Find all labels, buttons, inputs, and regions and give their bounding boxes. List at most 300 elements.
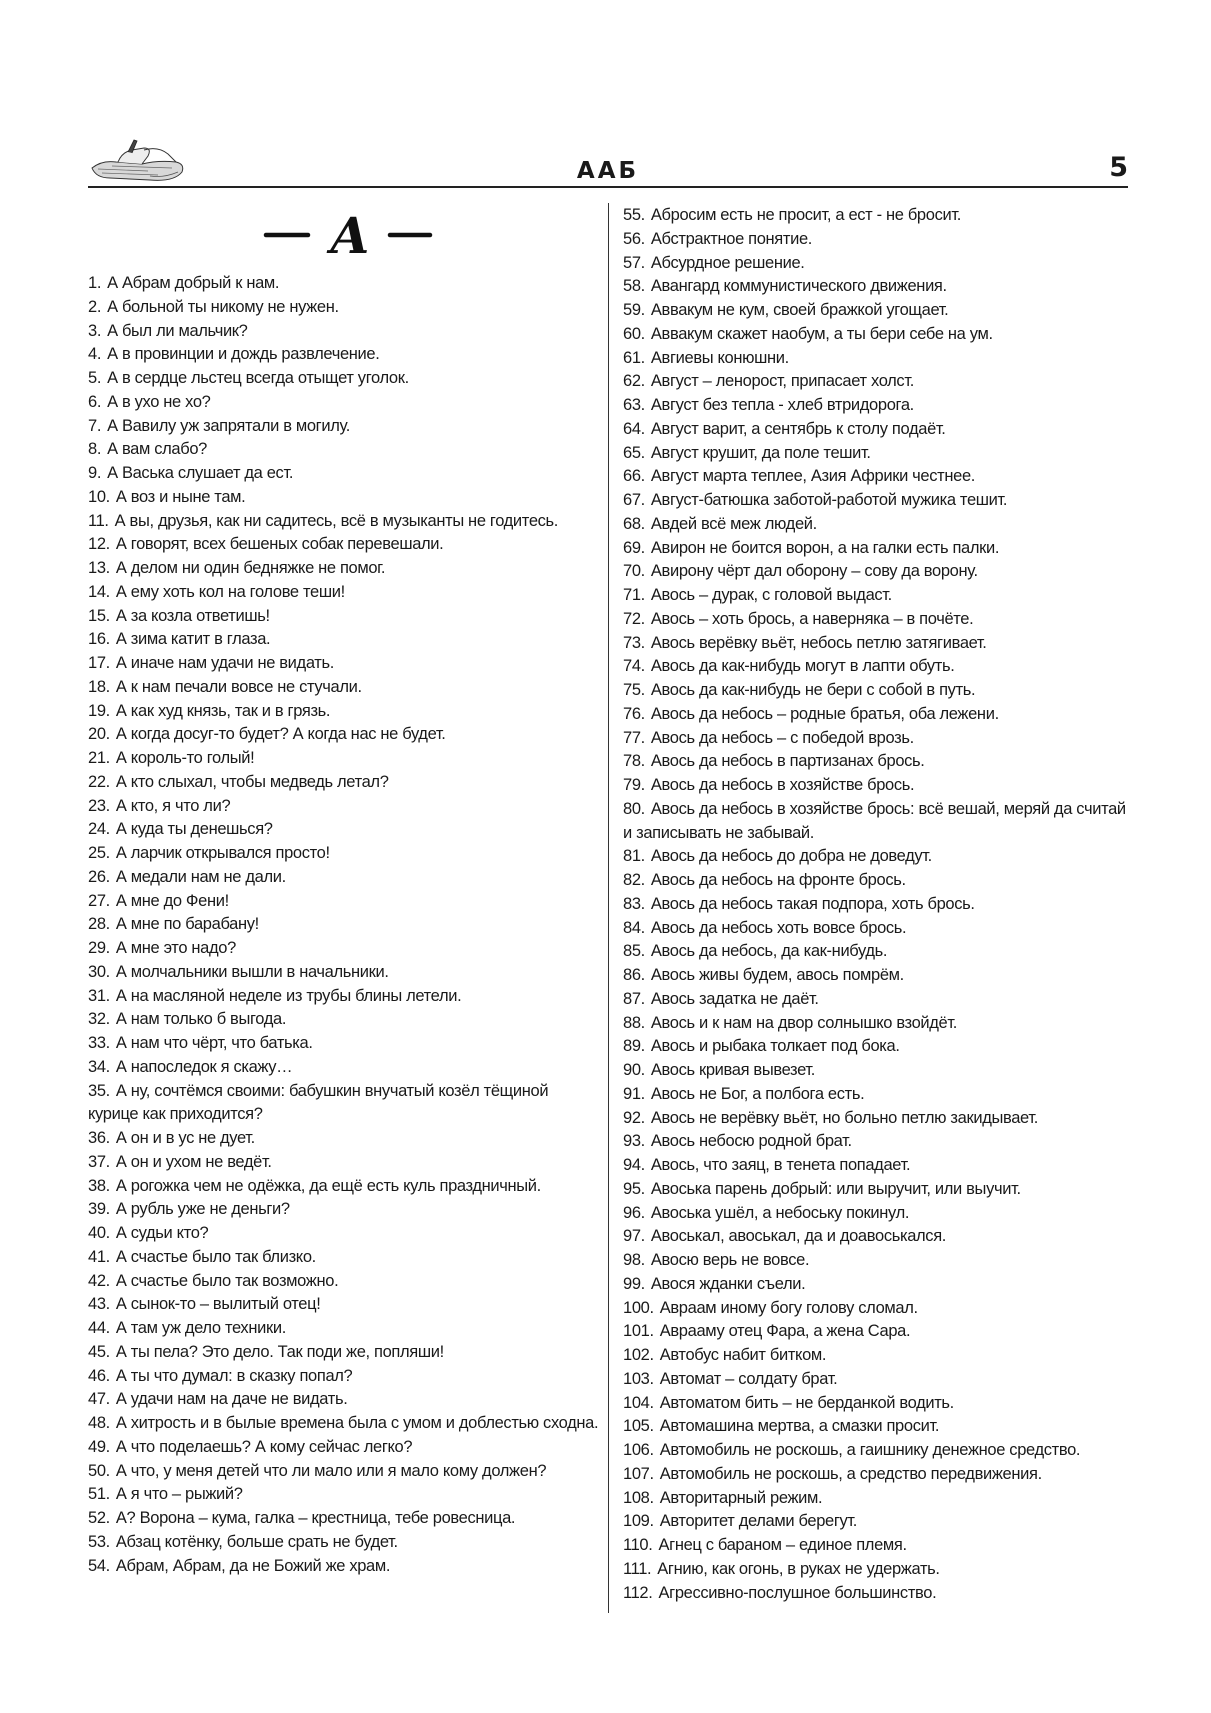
entry-number: 84. <box>623 918 645 937</box>
entry-text: А ты пела? Это дело. Так поди же, попляши! <box>115 1342 444 1361</box>
entry-number: 100. <box>623 1298 654 1317</box>
entry-text: А больной ты никому не нужен. <box>107 297 339 316</box>
list-item <box>623 1178 1133 1202</box>
entry-number: 94. <box>623 1156 645 1174</box>
list-item <box>623 1202 1133 1226</box>
list-item <box>88 1080 600 1128</box>
entry-text: Авдей всё меж людей. <box>650 514 817 533</box>
entries-right-column <box>623 204 1133 1605</box>
entry-text: Август марта теплее, Азия Африки честнее. <box>650 467 976 486</box>
entry-number: 25. <box>88 844 110 862</box>
entry-number: 5. <box>88 369 102 387</box>
list-item <box>623 1368 1133 1392</box>
list-item <box>88 1531 600 1555</box>
entry-text: Авоська парень добрый: или выручит, или выучит. <box>650 1179 1021 1198</box>
entries-left-column <box>88 272 600 1578</box>
list-item <box>623 442 1133 466</box>
list-item <box>623 1154 1133 1178</box>
list-item <box>623 1297 1133 1321</box>
list-item <box>623 1320 1133 1344</box>
entry-number: 21. <box>88 749 110 767</box>
list-item <box>623 750 1133 774</box>
list-item <box>623 513 1133 537</box>
entry-text: А он и в ус не дует. <box>115 1129 255 1147</box>
entry-text: А кто, я что ли? <box>115 796 231 815</box>
entry-number: 47. <box>88 1390 110 1409</box>
entry-text: А когда досуг-то будет? А когда нас не будет. <box>115 725 446 744</box>
page-header <box>88 138 1128 190</box>
entry-text: Авоськал, авоськал, да и доавоськался. <box>650 1227 947 1246</box>
entry-number: 49. <box>88 1437 110 1456</box>
entry-number: 15. <box>88 606 110 625</box>
list-item <box>88 1222 600 1246</box>
list-item <box>88 1127 600 1151</box>
entry-number: 45. <box>88 1342 110 1361</box>
list-item <box>623 584 1133 608</box>
entry-text: Авось да небось хоть вовсе брось. <box>650 918 907 937</box>
entry-number: 98. <box>623 1251 645 1269</box>
entry-number: 108. <box>623 1488 654 1507</box>
entry-text: А нам что чёрт, что батька. <box>115 1034 313 1052</box>
list-item <box>88 1388 600 1412</box>
entry-number: 22. <box>88 772 110 791</box>
entry-text: Авосю верь не вовсе. <box>650 1251 810 1269</box>
entry-number: 33. <box>88 1034 110 1052</box>
entry-number: 14. <box>88 582 110 601</box>
list-item <box>88 1198 600 1222</box>
entry-number: 1. <box>88 274 102 292</box>
entry-number: 7. <box>88 416 102 435</box>
entry-number: 73. <box>623 633 645 652</box>
list-item <box>623 370 1133 394</box>
entry-text: Абсурдное решение. <box>650 253 805 272</box>
entry-number: 58. <box>623 277 645 296</box>
entry-text: А рубль уже не деньги? <box>115 1200 290 1219</box>
entry-text: Аврааму отец Фара, а жена Сара. <box>659 1322 911 1341</box>
entry-number: 107. <box>623 1464 654 1483</box>
entry-text: Авось и к нам на двор солнышко взойдёт. <box>650 1013 957 1032</box>
entry-text: Август без тепла - хлеб втридорога. <box>650 396 914 414</box>
entry-text: Автомашина мертва, а смазки просит. <box>659 1417 940 1436</box>
list-item <box>623 798 1133 846</box>
list-item <box>623 1035 1133 1059</box>
entry-text: Автоматом бить – не берданкой водить. <box>659 1393 954 1412</box>
list-item <box>88 1460 600 1484</box>
list-item <box>623 489 1133 513</box>
entry-text: Авось да небось такая подпора, хоть брось. <box>650 894 975 913</box>
entry-number: 110. <box>623 1536 653 1554</box>
entry-text: Авось да небось в партизанах брось. <box>650 752 925 771</box>
entry-text: А ну, сочтёмся своими: бабушкин внучатый козёл тёщиной курице как приходится? <box>88 1081 549 1124</box>
list-item <box>88 723 600 747</box>
entry-number: 97. <box>623 1227 645 1246</box>
entry-number: 74. <box>623 657 645 676</box>
entry-number: 79. <box>623 776 645 794</box>
entry-number: 70. <box>623 562 645 581</box>
entry-number: 11. <box>88 511 109 530</box>
entry-number: 28. <box>88 915 110 934</box>
entry-text: Авось да небось до добра не доведут. <box>650 847 932 866</box>
list-item <box>88 415 600 439</box>
entry-text: Аввакум не кум, своей бражкой угощает. <box>650 301 949 319</box>
entry-text: Авось живы будем, авось помрём. <box>650 966 904 984</box>
entry-number: 93. <box>623 1132 645 1151</box>
entry-number: 78. <box>623 752 645 771</box>
entry-text: А Вавилу уж запрятали в могилу. <box>107 416 350 435</box>
entry-text: Авось задатка не даёт. <box>650 989 819 1008</box>
list-item <box>88 1412 600 1436</box>
list-item <box>88 367 600 391</box>
entry-number: 101. <box>623 1322 654 1341</box>
entry-number: 81. <box>623 847 645 866</box>
list-item <box>88 818 600 842</box>
list-item <box>88 343 600 367</box>
entry-number: 23. <box>88 796 110 815</box>
list-item <box>623 323 1133 347</box>
list-item <box>88 1555 600 1579</box>
list-item <box>88 1507 600 1531</box>
entry-text: Авось да небось – с победой врозь. <box>650 728 914 747</box>
list-item <box>88 1008 600 1032</box>
list-item <box>88 1032 600 1056</box>
entry-number: 8. <box>88 440 102 459</box>
list-item <box>88 391 600 415</box>
list-item <box>88 533 600 557</box>
entry-text: Авось не верёвку вьёт, но больно петлю закидывает. <box>650 1108 1038 1127</box>
entry-text: Авось да небось на фронте брось. <box>650 871 906 889</box>
entry-number: 18. <box>88 677 110 696</box>
entry-text: А в сердце льстец всегда отыщет уголок. <box>107 369 409 387</box>
entry-text: А ему хоть кол на голове теши! <box>115 582 345 601</box>
list-item <box>88 890 600 914</box>
entry-number: 44. <box>88 1319 110 1337</box>
list-item <box>623 1083 1133 1107</box>
list-item <box>88 486 600 510</box>
entry-text: Абросим есть не просит, а ест - не бросит. <box>650 206 961 224</box>
list-item <box>623 988 1133 1012</box>
entry-number: 91. <box>623 1084 645 1103</box>
entry-text: А сынок-то – вылитый отец! <box>115 1295 321 1314</box>
entry-text: А судьи кто? <box>115 1224 209 1242</box>
entry-text: Авось да небось в хозяйстве брось: всё вешай, меряй да считай и записывать не забывай. <box>623 799 1126 842</box>
entry-number: 82. <box>623 871 645 889</box>
list-item <box>623 940 1133 964</box>
entry-number: 43. <box>88 1295 110 1314</box>
entry-number: 89. <box>623 1037 645 1056</box>
entry-text: А на масляной неделе из трубы блины летели. <box>115 986 462 1005</box>
list-item <box>88 795 600 819</box>
list-item <box>88 510 600 534</box>
list-item <box>623 204 1133 228</box>
entry-number: 92. <box>623 1108 645 1127</box>
entry-text: А как худ князь, так и в грязь. <box>115 701 331 720</box>
entry-text: А молчальники вышли в начальники. <box>115 962 389 981</box>
entry-text: Абзац котёнку, больше срать не будет. <box>115 1532 398 1551</box>
list-item <box>88 296 600 320</box>
list-item <box>88 581 600 605</box>
entry-number: 96. <box>623 1203 645 1222</box>
list-item <box>623 1439 1133 1463</box>
entry-text: Агрессивно-послушное большинство. <box>658 1583 937 1602</box>
list-item <box>623 608 1133 632</box>
entry-number: 83. <box>623 894 645 913</box>
list-item <box>88 272 600 296</box>
list-item <box>88 771 600 795</box>
entry-text: Аввакум скажет наобум, а ты бери себе на ум. <box>650 324 993 343</box>
entry-number: 29. <box>88 939 110 957</box>
entry-text: А удачи нам на даче не видать. <box>115 1390 348 1409</box>
entry-text: А что, у меня детей что ли мало или я мало кому должен? <box>115 1461 547 1480</box>
entry-text: Авось, что заяц, в тенета попадает. <box>650 1156 911 1174</box>
entry-text: А говорят, всех бешеных собак перевешали. <box>115 535 444 554</box>
entry-text: А рогожка чем не одёжка, да ещё есть куль праздничный. <box>115 1176 541 1195</box>
entry-number: 10. <box>88 487 110 506</box>
entry-text: А иначе нам удачи не видать. <box>115 654 334 672</box>
entry-text: А куда ты денешься? <box>115 820 273 839</box>
entry-number: 63. <box>623 396 645 414</box>
entry-number: 32. <box>88 1010 110 1029</box>
entry-text: А в ухо не хо? <box>107 392 211 411</box>
list-item <box>623 537 1133 561</box>
list-item <box>88 866 600 890</box>
entry-text: Автобус набит битком. <box>659 1346 827 1364</box>
section-letter: А <box>329 206 371 265</box>
entry-number: 62. <box>623 372 645 391</box>
entry-text: Агнию, как огонь, в руках не удержать. <box>657 1559 940 1578</box>
entry-number: 19. <box>88 701 110 720</box>
entry-text: Авирон не боится ворон, а на галки есть палки. <box>650 538 1000 557</box>
entry-number: 20. <box>88 725 110 744</box>
entry-text: А медали нам не дали. <box>115 867 286 886</box>
entry-number: 26. <box>88 867 110 886</box>
entry-number: 99. <box>623 1274 645 1293</box>
entry-text: А мне до Фени! <box>115 891 229 910</box>
list-item <box>623 893 1133 917</box>
page-number: 5 <box>1109 152 1128 183</box>
entry-number: 17. <box>88 654 110 672</box>
list-item <box>88 1483 600 1507</box>
entry-text: А зима катит в глаза. <box>115 630 271 649</box>
list-item <box>623 964 1133 988</box>
list-item <box>88 1056 600 1080</box>
entry-text: Авангард коммунистического движения. <box>650 277 947 296</box>
entry-number: 102. <box>623 1346 654 1364</box>
entry-number: 27. <box>88 891 110 910</box>
entry-number: 103. <box>623 1369 654 1388</box>
list-item <box>623 1510 1133 1534</box>
list-item <box>623 917 1133 941</box>
entry-text: А он и ухом не ведёт. <box>115 1152 272 1171</box>
list-item <box>623 774 1133 798</box>
entry-text: А к нам печали вовсе не стучали. <box>115 677 362 696</box>
list-item <box>88 1293 600 1317</box>
list-item <box>623 869 1133 893</box>
entry-number: 57. <box>623 253 645 272</box>
list-item <box>623 1463 1133 1487</box>
entry-text: Абстрактное понятие. <box>650 229 813 248</box>
entry-text: А Абрам добрый к нам. <box>107 274 280 292</box>
entry-number: 95. <box>623 1179 645 1198</box>
entry-text: А напоследок я скажу… <box>115 1057 293 1076</box>
list-item <box>623 1582 1133 1606</box>
list-item <box>623 1344 1133 1368</box>
entry-text: А Васька слушает да ест. <box>107 464 294 482</box>
entry-number: 34. <box>88 1057 110 1076</box>
list-item <box>623 1392 1133 1416</box>
list-item <box>623 299 1133 323</box>
entry-number: 55. <box>623 206 645 224</box>
list-item <box>88 628 600 652</box>
list-item <box>88 913 600 937</box>
entry-text: Авось да как-нибудь не бери с собой в путь. <box>650 681 976 699</box>
list-item <box>88 1317 600 1341</box>
entry-number: 105. <box>623 1417 654 1436</box>
entry-text: А король-то голый! <box>115 749 255 767</box>
list-item <box>623 727 1133 751</box>
list-item <box>88 985 600 1009</box>
entry-text: Авось небосю родной брат. <box>650 1132 852 1151</box>
entry-number: 75. <box>623 681 645 699</box>
entry-number: 50. <box>88 1461 110 1480</box>
entry-text: Авось да небось, да как-нибудь. <box>650 942 888 961</box>
entry-number: 72. <box>623 609 645 628</box>
entry-number: 76. <box>623 704 645 723</box>
list-item <box>623 560 1133 584</box>
entry-number: 112. <box>623 1583 653 1602</box>
entry-text: А счастье было так близко. <box>115 1247 316 1266</box>
list-item <box>623 1273 1133 1297</box>
entry-number: 53. <box>88 1532 110 1551</box>
list-item <box>623 418 1133 442</box>
entry-text: Авось – хоть брось, а наверняка – в почёте. <box>650 609 974 628</box>
list-item <box>88 937 600 961</box>
entry-text: Авторитарный режим. <box>659 1488 823 1507</box>
entry-text: А там уж дело техники. <box>115 1319 286 1337</box>
entry-number: 65. <box>623 443 645 462</box>
entry-text: Автомобиль не роскошь, а гаишнику денежное средство. <box>659 1441 1081 1459</box>
entry-number: 31. <box>88 986 110 1005</box>
entry-text: Авось не Бог, а полбога есть. <box>650 1084 865 1103</box>
entry-text: Август-батюшка заботой-работой мужика тешит. <box>650 491 1008 509</box>
list-item <box>88 747 600 771</box>
entry-number: 86. <box>623 966 645 984</box>
entry-number: 48. <box>88 1414 110 1432</box>
entry-number: 56. <box>623 229 645 248</box>
list-item <box>623 1534 1133 1558</box>
entry-number: 90. <box>623 1061 645 1079</box>
entry-text: А мне по барабану! <box>115 915 259 934</box>
list-item <box>88 320 600 344</box>
entry-text: Август – ленорост, припасает холст. <box>650 372 914 391</box>
entry-number: 64. <box>623 419 645 438</box>
list-item <box>88 1341 600 1365</box>
entry-number: 71. <box>623 586 645 604</box>
entry-number: 61. <box>623 348 645 367</box>
list-item <box>88 605 600 629</box>
entry-number: 54. <box>88 1556 110 1575</box>
list-item <box>623 465 1133 489</box>
entry-number: 51. <box>88 1485 110 1504</box>
entry-number: 52. <box>88 1509 110 1527</box>
entry-number: 2. <box>88 297 102 316</box>
entry-text: Автомобиль не роскошь, а средство передвижения. <box>659 1464 1042 1483</box>
entry-number: 85. <box>623 942 645 961</box>
list-item <box>623 1225 1133 1249</box>
entry-text: А? Ворона – кума, галка – крестница, тебе ровесница. <box>115 1509 516 1527</box>
list-item <box>623 632 1133 656</box>
list-item <box>623 347 1133 371</box>
list-item <box>623 1249 1133 1273</box>
list-item <box>623 228 1133 252</box>
entry-text: Авось да как-нибудь могут в лапти обуть. <box>650 657 955 676</box>
entry-text: Абрам, Абрам, да не Божий же храм. <box>115 1556 391 1575</box>
list-item <box>623 679 1133 703</box>
section-letter-heading <box>258 205 438 275</box>
list-item <box>88 1436 600 1460</box>
entry-number: 16. <box>88 630 110 649</box>
list-item <box>88 700 600 724</box>
list-item <box>623 394 1133 418</box>
list-item <box>623 1558 1133 1582</box>
list-item <box>623 1487 1133 1511</box>
list-item <box>88 557 600 581</box>
entry-text: А вам слабо? <box>107 440 207 459</box>
entry-number: 41. <box>88 1247 110 1266</box>
list-item <box>88 1365 600 1389</box>
entry-text: А кто слыхал, чтобы медведь летал? <box>115 772 389 791</box>
entry-text: А хитрость и в былые времена была с умом и доблестью сходна. <box>115 1414 599 1432</box>
entry-number: 6. <box>88 392 102 411</box>
entry-text: А ларчик открывался просто! <box>115 844 330 862</box>
entry-text: Авося жданки съели. <box>650 1274 806 1293</box>
list-item <box>623 275 1133 299</box>
entry-number: 46. <box>88 1366 110 1385</box>
list-item <box>623 1107 1133 1131</box>
entry-number: 77. <box>623 728 645 747</box>
list-item <box>623 1059 1133 1083</box>
entry-text: А за козла ответишь! <box>115 606 270 625</box>
entry-text: Авось кривая вывезет. <box>650 1061 815 1079</box>
entry-text: А мне это надо? <box>115 939 236 957</box>
list-item <box>623 252 1133 276</box>
list-item <box>88 1270 600 1294</box>
entry-number: 59. <box>623 301 645 319</box>
entry-number: 37. <box>88 1152 110 1171</box>
entry-number: 39. <box>88 1200 110 1219</box>
list-item <box>623 1012 1133 1036</box>
entry-number: 38. <box>88 1176 110 1195</box>
entry-text: Авраам иному богу голову сломал. <box>659 1298 918 1317</box>
entry-number: 13. <box>88 559 110 577</box>
entry-text: А ты что думал: в сказку попал? <box>115 1366 353 1385</box>
list-item <box>88 1246 600 1270</box>
entry-number: 4. <box>88 345 102 364</box>
entry-text: А делом ни один бедняжке не помог. <box>115 559 386 577</box>
entry-number: 109. <box>623 1512 654 1531</box>
entry-number: 35. <box>88 1081 110 1100</box>
entry-text: Авось и рыбака толкает под бока. <box>650 1037 900 1056</box>
entry-text: А в провинции и дождь развлечение. <box>107 345 380 364</box>
list-item <box>623 703 1133 727</box>
entry-number: 40. <box>88 1224 110 1242</box>
entry-text: Авось да небось – родные братья, оба лежени. <box>650 704 999 723</box>
entry-text: Авгиевы конюшни. <box>650 348 789 367</box>
entry-number: 69. <box>623 538 645 557</box>
list-item <box>623 1415 1133 1439</box>
list-item <box>88 961 600 985</box>
entry-text: Авирону чёрт дал оборону – сову да ворону. <box>650 562 978 581</box>
entry-text: Авторитет делами берегут. <box>659 1512 858 1531</box>
